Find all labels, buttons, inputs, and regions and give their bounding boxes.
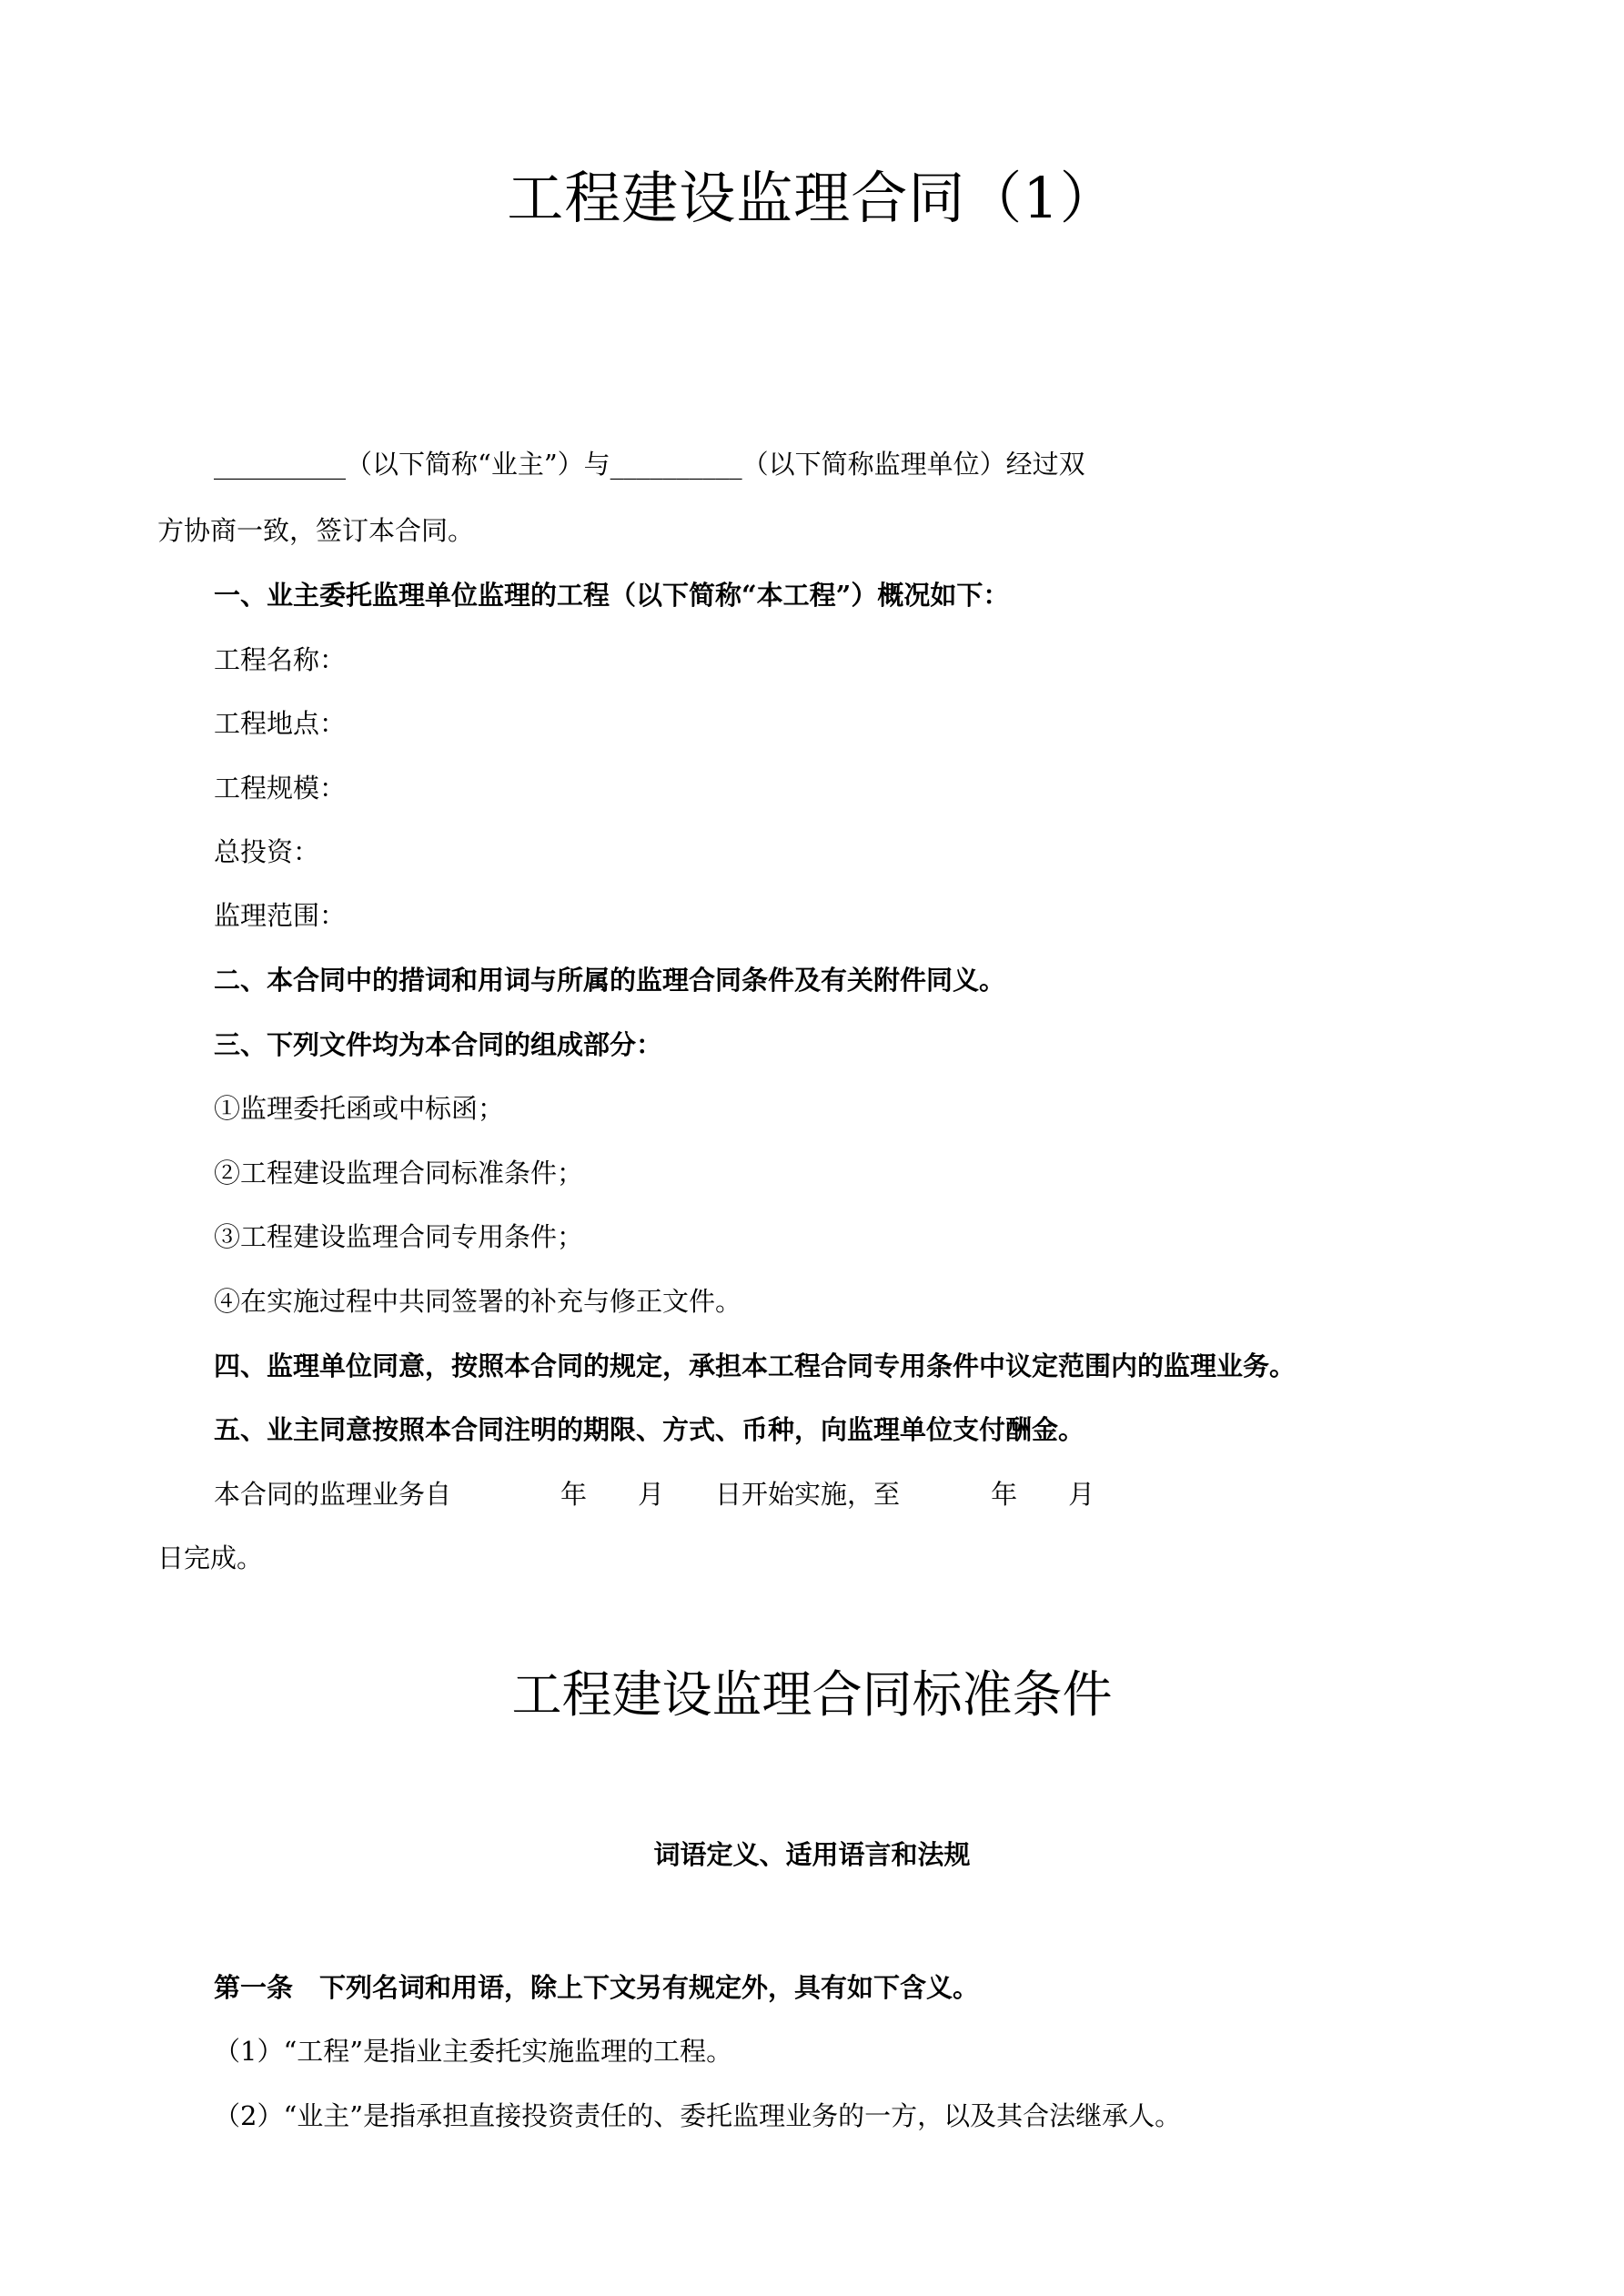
clause2: 二、本合同中的措词和用词与所属的监理合同条件及有关附件同义。 [214,965,1006,996]
intro-part2: （以下简称监理单位）经过双 [741,449,1085,480]
period-start-label: 本合同的监理业务自 [214,1479,452,1510]
period-line [214,1476,1094,1512]
standard-conditions-title: 工程建设监理合同标准条件 [511,1665,1113,1724]
period-end: 日完成。 [157,1542,264,1573]
period-day-start: 日开始实施，至 [715,1479,901,1510]
section-heading: 词语定义、适用语言和法规 [653,1839,971,1870]
article1: 第一条 下列名词和用语，除上下文另有规定外，具有如下含义。 [214,1972,980,2003]
intro-continuation: 方协商一致，签订本合同。 [157,515,475,546]
field-project-scale: 工程规模： [214,773,347,804]
document-title: 工程建设监理合同（1） [507,165,1117,231]
field-supervision-scope: 监理范围： [214,900,347,931]
intro-part1: （以下简称“业主”）与 [346,449,610,480]
document-item: ③工程建设监理合同专用条件； [214,1221,584,1252]
field-total-investment: 总投资： [214,836,320,867]
blank-owner: __________ [214,449,346,480]
blank-supervisor: __________ [610,449,742,480]
document-item: ④在实施过程中共同签署的补充与修正文件。 [214,1286,742,1317]
definition-item: （1）“工程”是指业主委托实施监理的工程。 [214,2036,733,2067]
clause1-heading: 一、业主委托监理单位监理的工程（以下简称“本工程”）概况如下： [214,580,1010,611]
period-month-end: 月 [1068,1479,1095,1510]
field-project-location: 工程地点： [214,708,347,739]
period-year-end: 年 [991,1479,1018,1510]
field-project-name: 工程名称： [214,644,347,675]
document-item: ②工程建设监理合同标准条件； [214,1158,584,1188]
clause4: 四、监理单位同意，按照本合同的规定，承担本工程合同专用条件中议定范围内的监理业务。 [214,1350,1296,1381]
clause5: 五、业主同意按照本合同注明的期限、方式、币种，向监理单位支付酬金。 [214,1414,1085,1445]
intro-line [214,446,1085,482]
clause3-heading: 三、下列文件均为本合同的组成部分： [214,1029,663,1060]
definition-item: （2）“业主”是指承担直接投资责任的、委托监理业务的一方，以及其合法继承人。 [214,2100,1182,2131]
document-item: ①监理委托函或中标函； [214,1093,505,1124]
period-month-start: 月 [638,1479,665,1510]
period-year-start: 年 [560,1479,588,1510]
